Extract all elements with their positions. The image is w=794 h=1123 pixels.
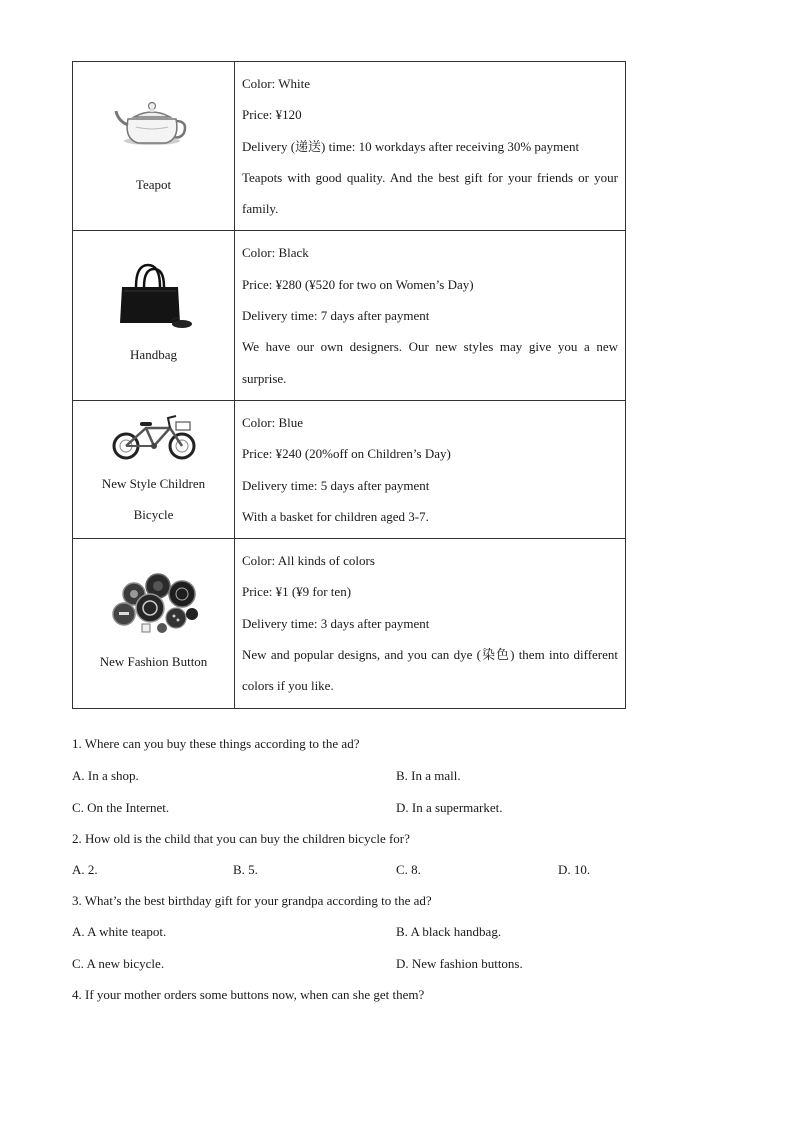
product-row-teapot [73, 62, 626, 231]
product-price: Price: ¥280 (¥520 for two on Women’s Day) [242, 276, 474, 292]
product-row-buttons [73, 539, 626, 708]
question-stem: 4. If your mother orders some buttons now, when can she get them? [72, 987, 425, 1002]
product-price: Price: ¥120 [242, 107, 302, 123]
product-delivery: Delivery time: 5 days after payment [242, 477, 430, 493]
product-delivery: Delivery time: 7 days after payment [242, 308, 430, 324]
product-color: Color: All kinds of colors [242, 553, 375, 569]
handbag-icon [114, 261, 194, 333]
product-image-cell [73, 400, 235, 538]
option-d: D. 10. [558, 862, 591, 877]
product-image-cell [73, 539, 235, 708]
option-a: A. In a shop. [72, 768, 139, 783]
option-b: B. A black handbag. [396, 924, 502, 939]
product-color: Color: Black [242, 245, 309, 261]
product-name: Teapot [135, 176, 172, 192]
product-image-cell [73, 62, 235, 231]
product-delivery: Delivery time: 3 days after payment [242, 615, 430, 631]
product-name: Handbag [130, 347, 177, 363]
option-d: D. New fashion buttons. [396, 956, 523, 971]
product-note: New and popular designs, and you can dye (染色) them into different colors if you like. [242, 647, 618, 694]
product-description [235, 231, 626, 400]
product-color: Color: White [242, 76, 311, 91]
product-price: Price: ¥1 (¥9 for ten) [242, 584, 352, 600]
option-b: B. In a mall. [396, 768, 461, 783]
product-row-handbag [73, 231, 626, 400]
option-a: A. A white teapot. [72, 924, 167, 939]
product-table [72, 61, 626, 709]
product-description [235, 400, 626, 538]
question-stem: 1. Where can you buy these things according to the ad? [72, 736, 360, 751]
buttons-icon [104, 570, 204, 636]
product-color: Color: Blue [242, 414, 304, 430]
product-name-line1: New Style Children [101, 475, 206, 491]
option-d: D. In a supermarket. [396, 800, 503, 815]
product-price: Price: ¥240 (20%off on Children’s Day) [242, 446, 451, 462]
product-note: With a basket for children aged 3-7. [242, 508, 429, 524]
product-note: Teapots with good quality. And the best gift for your friends or your family. [242, 169, 618, 217]
option-c: C. A new bicycle. [72, 956, 165, 971]
product-name: New Fashion Button [99, 653, 208, 669]
teapot-icon [114, 93, 194, 163]
product-description [235, 62, 626, 231]
question-stem: 3. What’s the best birthday gift for your grandpa according to the ad? [72, 893, 432, 908]
question-stem: 2. How old is the child that you can buy the children bicycle for? [72, 831, 410, 846]
bicycle-icon [106, 410, 202, 462]
product-note: We have our own designers. Our new styles may give you a new surprise. [242, 339, 618, 386]
option-a: A. 2. [72, 862, 98, 877]
product-row-bicycle [73, 400, 626, 538]
product-image-cell [73, 231, 235, 400]
product-description [235, 539, 626, 708]
product-delivery: Delivery (递送) time: 10 workdays after receiving 30% payment [242, 138, 580, 154]
option-c: C. 8. [396, 862, 421, 877]
product-name-line2: Bicycle [133, 506, 174, 522]
option-c: C. On the Internet. [72, 800, 170, 815]
option-b: B. 5. [233, 862, 258, 877]
